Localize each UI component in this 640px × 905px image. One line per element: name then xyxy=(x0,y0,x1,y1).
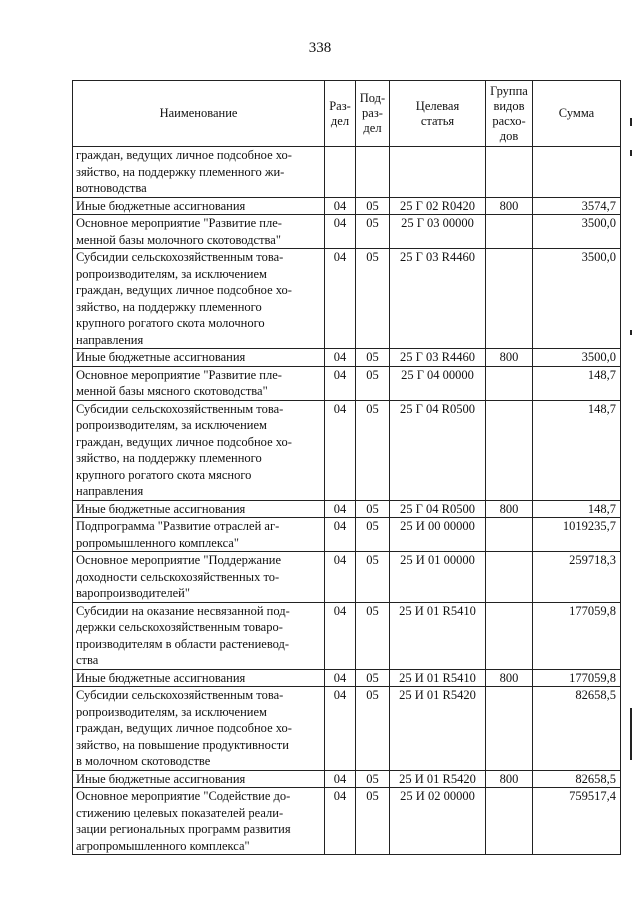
table-row xyxy=(73,552,621,603)
cell-podrazdel xyxy=(356,147,390,198)
cell-name: Иные бюджетные ассигнования xyxy=(73,197,325,215)
cell-podrazdel: 05 xyxy=(356,687,390,771)
table-row xyxy=(73,349,621,367)
cell-target-article: 25 Г 03 R4460 xyxy=(390,349,486,367)
cell-name: Иные бюджетные ассигнования xyxy=(73,770,325,788)
cell-razdel: 04 xyxy=(325,602,356,669)
cell-target-article: 25 Г 04 R0500 xyxy=(390,500,486,518)
cell-name: Основное мероприятие "Развитие пле- менной базы мясного скотоводства" xyxy=(73,366,325,400)
cell-name: граждан, ведущих личное подсобное хо- зяйство, на поддержку племенного жи- вотноводства xyxy=(73,147,325,198)
cell-expense-group xyxy=(486,400,533,500)
header-razdel: Раз- дел xyxy=(325,81,356,147)
table-row xyxy=(73,500,621,518)
scan-edge-mark xyxy=(630,150,632,156)
table-row xyxy=(73,687,621,771)
table-row xyxy=(73,788,621,855)
table-row xyxy=(73,770,621,788)
table-header-row xyxy=(73,81,621,147)
cell-razdel: 04 xyxy=(325,249,356,349)
cell-name: Основное мероприятие "Развитие пле- менной базы молочного скотоводства" xyxy=(73,215,325,249)
cell-name: Субсидии сельскохозяйственным това- ропроизводителям, за исключением граждан, ведущих личное подсобное хо- зяйство, на поддержку племенного крупного рогатого скота молочного направления xyxy=(73,249,325,349)
cell-name: Основное мероприятие "Поддержание доходности сельскохозяйственных то- варопроизводителей" xyxy=(73,552,325,603)
cell-sum: 3500,0 xyxy=(533,249,621,349)
cell-name: Иные бюджетные ассигнования xyxy=(73,669,325,687)
table-row xyxy=(73,197,621,215)
table-row xyxy=(73,669,621,687)
cell-sum: 759517,4 xyxy=(533,788,621,855)
cell-target-article: 25 Г 04 R0500 xyxy=(390,400,486,500)
cell-target-article: 25 И 01 R5420 xyxy=(390,687,486,771)
cell-sum: 82658,5 xyxy=(533,687,621,771)
scan-edge-mark xyxy=(630,330,632,335)
cell-target-article: 25 Г 03 00000 xyxy=(390,215,486,249)
table-row xyxy=(73,147,621,198)
cell-target-article: 25 И 01 00000 xyxy=(390,552,486,603)
budget-table xyxy=(72,80,621,855)
cell-expense-group xyxy=(486,602,533,669)
header-expense-group: Группа видов расхо- дов xyxy=(486,81,533,147)
cell-podrazdel: 05 xyxy=(356,400,390,500)
cell-podrazdel: 05 xyxy=(356,349,390,367)
table-row xyxy=(73,366,621,400)
table-row xyxy=(73,518,621,552)
cell-target-article: 25 Г 04 00000 xyxy=(390,366,486,400)
cell-podrazdel: 05 xyxy=(356,249,390,349)
table-row xyxy=(73,602,621,669)
cell-expense-group xyxy=(486,249,533,349)
cell-podrazdel: 05 xyxy=(356,366,390,400)
cell-sum xyxy=(533,147,621,198)
table-row xyxy=(73,215,621,249)
cell-razdel xyxy=(325,147,356,198)
table-row xyxy=(73,249,621,349)
cell-razdel: 04 xyxy=(325,788,356,855)
cell-name: Иные бюджетные ассигнования xyxy=(73,500,325,518)
cell-razdel: 04 xyxy=(325,687,356,771)
cell-name: Подпрограмма "Развитие отраслей аг- ропромышленного комплекса" xyxy=(73,518,325,552)
page-number: 338 xyxy=(308,40,332,56)
cell-sum: 177059,8 xyxy=(533,602,621,669)
cell-sum: 177059,8 xyxy=(533,669,621,687)
cell-razdel: 04 xyxy=(325,552,356,603)
cell-podrazdel: 05 xyxy=(356,552,390,603)
cell-target-article: 25 И 02 00000 xyxy=(390,788,486,855)
cell-expense-group xyxy=(486,215,533,249)
cell-podrazdel: 05 xyxy=(356,215,390,249)
cell-razdel: 04 xyxy=(325,215,356,249)
cell-sum: 148,7 xyxy=(533,400,621,500)
cell-sum: 148,7 xyxy=(533,366,621,400)
header-podrazdel: Под- раз- дел xyxy=(356,81,390,147)
cell-name: Основное мероприятие "Содействие до- стижению целевых показателей реали- зации региональных программ развития агропромышленного комплекса" xyxy=(73,788,325,855)
cell-sum: 82658,5 xyxy=(533,770,621,788)
cell-sum: 3500,0 xyxy=(533,215,621,249)
cell-expense-group: 800 xyxy=(486,349,533,367)
cell-target-article: 25 Г 03 R4460 xyxy=(390,249,486,349)
cell-expense-group xyxy=(486,366,533,400)
scan-edge-mark xyxy=(630,118,632,126)
header-name: Наименование xyxy=(73,81,325,147)
cell-razdel: 04 xyxy=(325,518,356,552)
cell-sum: 3574,7 xyxy=(533,197,621,215)
cell-target-article: 25 И 01 R5410 xyxy=(390,669,486,687)
cell-podrazdel: 05 xyxy=(356,770,390,788)
cell-podrazdel: 05 xyxy=(356,518,390,552)
cell-razdel: 04 xyxy=(325,669,356,687)
cell-sum: 259718,3 xyxy=(533,552,621,603)
cell-podrazdel: 05 xyxy=(356,500,390,518)
cell-expense-group xyxy=(486,687,533,771)
cell-name: Иные бюджетные ассигнования xyxy=(73,349,325,367)
cell-expense-group: 800 xyxy=(486,500,533,518)
table-row xyxy=(73,400,621,500)
cell-target-article: 25 Г 02 R0420 xyxy=(390,197,486,215)
cell-expense-group xyxy=(486,518,533,552)
cell-razdel: 04 xyxy=(325,400,356,500)
cell-podrazdel: 05 xyxy=(356,669,390,687)
cell-expense-group xyxy=(486,552,533,603)
cell-razdel: 04 xyxy=(325,197,356,215)
cell-name: Субсидии на оказание несвязанной под- держки сельскохозяйственным товаро- производителям в области растениевод- ства xyxy=(73,602,325,669)
cell-expense-group: 800 xyxy=(486,770,533,788)
cell-target-article: 25 И 00 00000 xyxy=(390,518,486,552)
cell-expense-group: 800 xyxy=(486,669,533,687)
cell-target-article xyxy=(390,147,486,198)
cell-razdel: 04 xyxy=(325,500,356,518)
cell-name: Субсидии сельскохозяйственным това- ропроизводителям, за исключением граждан, ведущих личное подсобное хо- зяйство, на поддержку племенного крупного рогатого скота мясного направления xyxy=(73,400,325,500)
header-sum: Сумма xyxy=(533,81,621,147)
cell-sum: 1019235,7 xyxy=(533,518,621,552)
cell-target-article: 25 И 01 R5410 xyxy=(390,602,486,669)
cell-expense-group xyxy=(486,147,533,198)
cell-sum: 148,7 xyxy=(533,500,621,518)
cell-razdel: 04 xyxy=(325,349,356,367)
cell-podrazdel: 05 xyxy=(356,602,390,669)
cell-razdel: 04 xyxy=(325,366,356,400)
cell-sum: 3500,0 xyxy=(533,349,621,367)
cell-expense-group xyxy=(486,788,533,855)
cell-expense-group: 800 xyxy=(486,197,533,215)
cell-razdel: 04 xyxy=(325,770,356,788)
cell-podrazdel: 05 xyxy=(356,197,390,215)
cell-target-article: 25 И 01 R5420 xyxy=(390,770,486,788)
scan-edge-mark xyxy=(630,708,632,760)
cell-name: Субсидии сельскохозяйственным това- ропроизводителям, за исключением граждан, ведущих личное подсобное хо- зяйство, на повышение продуктивности в молочном скотоводстве xyxy=(73,687,325,771)
header-target-article: Целевая статья xyxy=(390,81,486,147)
cell-podrazdel: 05 xyxy=(356,788,390,855)
